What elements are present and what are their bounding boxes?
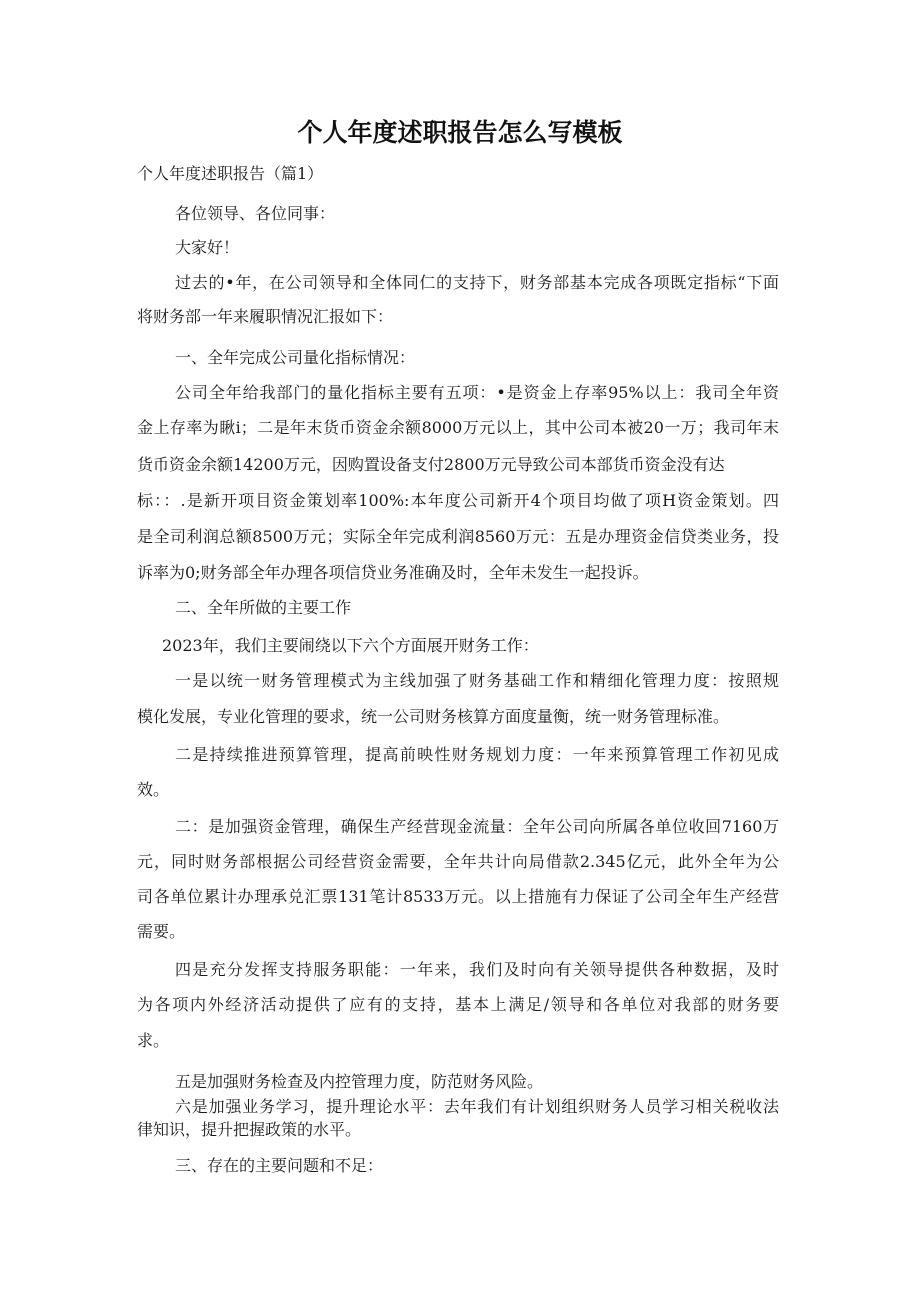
paragraph-line: 一是以统一财务管理模式为主线加强了财务基础工作和精细化管理力度：按照规 bbox=[175, 671, 779, 690]
section-heading: 个人年度述职报告（篇1） bbox=[137, 164, 324, 183]
paragraph-line: 司各单位累计办理承兑汇票131笔计8533万元。以上措施有力保证了公司全年生产经营 bbox=[137, 887, 779, 906]
paragraph-line: 模化发展，专业化管理的要求，统一公司财务核算方面度量衡，统一财务管理标准。 bbox=[137, 707, 730, 726]
paragraph-line: 是全司利润总额8500万元；实际全年完成利润8560万元：五是办理资金信贷类业务，投 bbox=[137, 527, 779, 546]
paragraph-line: 元，同时财务部根据公司经营资金需要，全年共计向局借款2.345亿元，此外全年为公 bbox=[137, 852, 779, 871]
paragraph-line: 大家好！ bbox=[175, 238, 240, 257]
paragraph-line: 六是加强业务学习，提升理论水平：去年我们有计划组织财务人员学习相关税收法 bbox=[175, 1097, 779, 1116]
paragraph-line: 金上存率为瞅i；二是年末货币资金余额8000万元以上，其中公司本被20一万；我司年末 bbox=[137, 418, 779, 437]
paragraph-line: 四是充分发挥支持服务职能：一年来，我们及时向有关领导提供各种数据，及时 bbox=[175, 960, 779, 979]
paragraph-line: 需要。 bbox=[137, 922, 186, 941]
paragraph-line: 一、全年完成公司量化指标情况： bbox=[175, 348, 416, 367]
paragraph-line: 二：是加强资金管理，确保生产经营现金流量：全年公司向所属各单位收回7160万 bbox=[175, 817, 779, 836]
paragraph-line: 三、存在的主要问题和不足： bbox=[175, 1156, 384, 1175]
paragraph-line: 2023年，我们主要闹绕以下六个方面展开财务工作： bbox=[162, 636, 539, 655]
paragraph-line: 诉率为0;财务部全年办理各项信贷业务准确及时，全年未发生一起投诉。 bbox=[137, 563, 649, 582]
paragraph-line: 公司全年给我部门的量化指标主要有五项：•是资金上存率95%以上：我司全年资 bbox=[175, 383, 779, 402]
paragraph-line: 标：：.是新开项目资金策划率100%:本年度公司新开4个项目均做了项H资金策划。四 bbox=[137, 491, 779, 510]
paragraph-line: 为各项内外经济活动提供了应有的支持，基本上满足/领导和各单位对我部的财务要 bbox=[137, 995, 779, 1014]
paragraph-line: 二、全年所做的主要工作 bbox=[175, 598, 352, 617]
paragraph-line: 将财务部一年来履职情况汇报如下： bbox=[137, 307, 394, 326]
paragraph-line: 五是加强财务检查及内控管理力度，防范财务风险。 bbox=[175, 1072, 544, 1091]
paragraph-line: 求。 bbox=[137, 1031, 170, 1050]
paragraph-line: 货币资金余额14200万元，因购置设备支付2800万元导致公司本部货币资金没有达 bbox=[137, 455, 725, 474]
paragraph-line: 各位领导、各位同事： bbox=[175, 204, 336, 223]
paragraph-line: 二是持续推进预算管理，提高前映性财务规划力度：一年来预算管理工作初见成 bbox=[175, 745, 779, 764]
paragraph-line: 过去的•年，在公司领导和全体同仁的支持下，财务部基本完成各项既定指标“下面 bbox=[175, 273, 779, 292]
paragraph-line: 律知识，提升把握政策的水平。 bbox=[137, 1120, 362, 1139]
paragraph-line: 效。 bbox=[137, 780, 170, 799]
document-title: 个人年度述职报告怎么写模板 bbox=[297, 118, 623, 147]
